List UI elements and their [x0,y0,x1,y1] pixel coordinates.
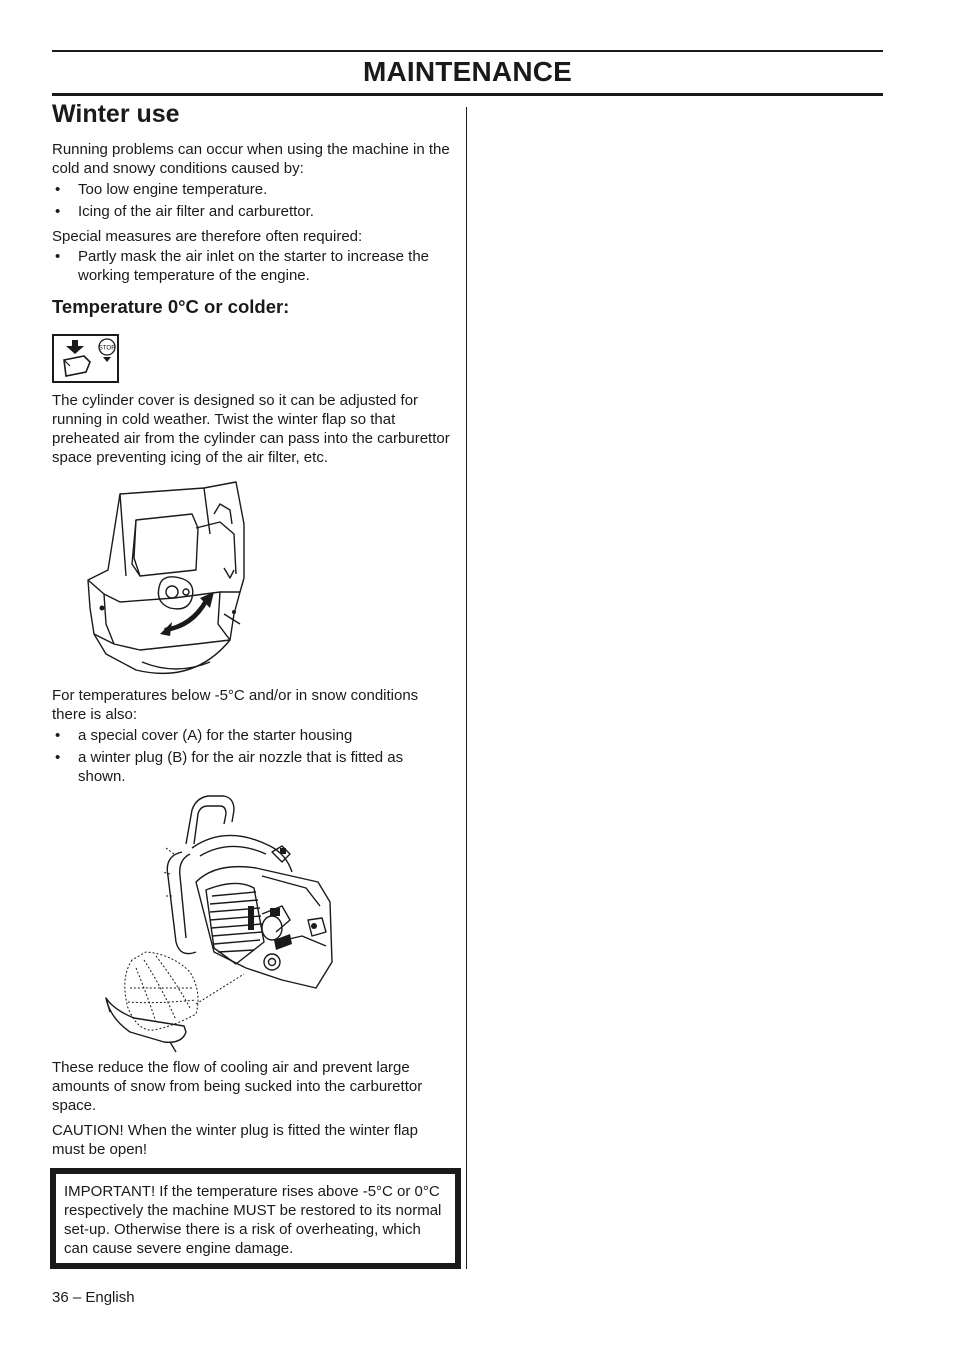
column-divider [466,107,467,1269]
list-item: • a winter plug (B) for the air nozzle that is fitted as shown. [55,749,404,785]
list-item: • Icing of the air filter and carburettor. [55,203,314,220]
header-top-rule [52,50,883,52]
cylinder-cover-illustration [84,474,298,684]
stop-text: STOP [98,344,116,352]
caution-paragraph: CAUTION! When the winter plug is fitted the winter flap must be open! [52,1122,418,1158]
winter-flap-symbol-icon [54,336,117,381]
header-bottom-rule [52,93,883,96]
winter-kit-list [52,726,452,789]
winter-kit-illustration [86,792,336,1054]
important-notice-box [50,1168,461,1269]
section-header: MAINTENANCE [362,56,573,87]
measures-list [52,247,452,288]
reduce-paragraph: These reduce the flow of cooling air and prevent large amounts of snow from being sucked into the carburettor space. [52,1059,423,1114]
list-item: • Partly mask the air inlet on the starter to increase the working temperature of the engine. [55,248,429,284]
intro-paragraph: Running problems can occur when using the machine in the cold and snowy conditions caused by: [52,141,450,177]
page-footer: 36 – English [52,1289,135,1306]
causes-list [52,180,452,224]
cylinder-cover-paragraph: The cylinder cover is designed so it can be adjusted for running in cold weather. Twist the winter flap so that preheated air from the cylinder can pass into the carburettor space preventing icing of the air filter, etc. [52,392,450,466]
important-notice-text: IMPORTANT! If the temperature rises above -5°C or 0°C respectively the machine MUST be restored to its normal set-up. Otherwise there is a risk of overheating, which can cause severe engine damage. [64,1183,442,1257]
list-item: • Too low engine temperature. [55,181,268,198]
winter-symbol [52,334,119,383]
temperature-subtitle: Temperature 0°C or colder: [52,296,290,317]
below-minus5-intro: For temperatures below -5°C and/or in snow conditions there is also: [52,687,419,723]
page-title: Winter use [52,100,180,128]
measures-intro: Special measures are therefore often required: [52,228,363,245]
list-item: • a special cover (A) for the starter housing [55,727,353,744]
